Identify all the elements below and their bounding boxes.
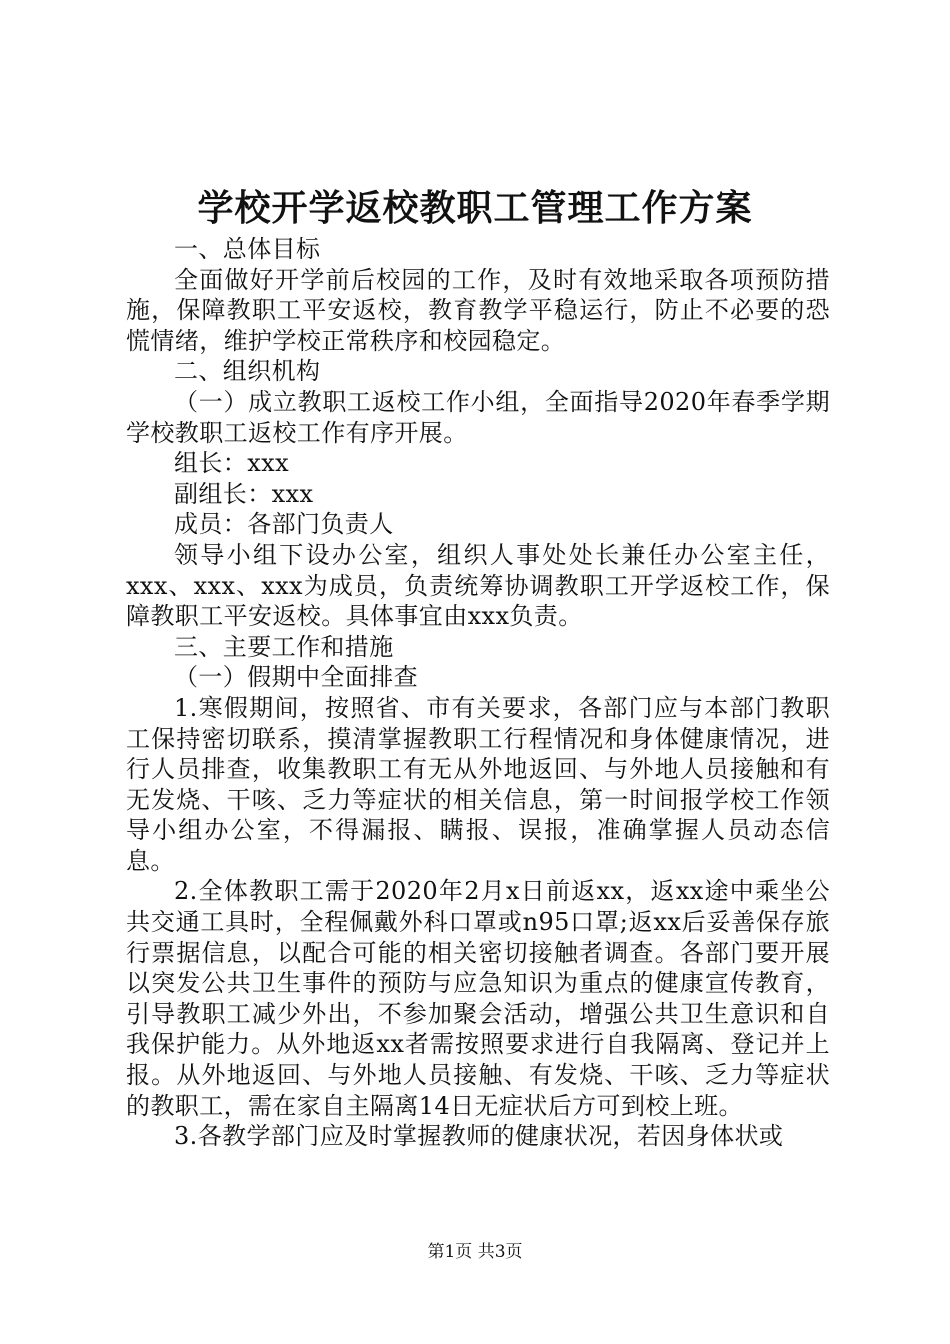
body-paragraph: 1.寒假期间，按照省、市有关要求，各部门应与本部门教职工保持密切联系，摸清掌握教职工行程情况和身体健康情况，进行人员排查，收集教职工有无从外地返回、与外地人员接触和有无发烧、干咳、乏力等症状的相关信息，第一时间报学校工作领导小组办公室，不得漏报、瞒报、误报，准确掌握人员动态信息。: [126, 693, 830, 875]
document-body: [126, 234, 830, 1152]
role-line: 成员：各部门负责人: [174, 510, 394, 539]
body-paragraph: 领导小组下设办公室，组织人事处处长兼任办公室主任，xxx、xxx、xxx为成员，负责统筹协调教职工开学返校工作，保障教职工平安返校。具体事宜由xxx负责。: [126, 540, 830, 631]
section-heading: 三、主要工作和措施: [174, 632, 394, 661]
body-paragraph: 2.全体教职工需于2020年2月x日前返xx，返xx途中乘坐公共交通工具时，全程佩戴外科口罩或n95口罩;返xx后妥善保存旅行票据信息，以配合可能的相关密切接触者调查。各部门要开展以突发公共卫生事件的预防与应急知识为重点的健康宣传教育，引导教职工减少外出，不参加聚会活动，增强公共卫生意识和自我保护能力。从外地返xx者需按照要求进行自我隔离、登记并上报。从外地返回、与外地人员接触、有发烧、干咳、乏力等症状的教职工，需在家自主隔离14日无症状后方可到校上班。: [126, 877, 830, 1120]
body-paragraph: 3.各教学部门应及时掌握教师的健康状况，若因身体状或: [174, 1122, 784, 1151]
subsection-heading: （一）假期中全面排查: [174, 663, 418, 692]
section-heading: 二、组织机构: [174, 357, 321, 386]
document-title: 学校开学返校教职工管理工作方案: [197, 187, 753, 229]
body-paragraph: （一）成立教职工返校工作小组，全面指导2020年春季学期学校教职工返校工作有序开展。: [126, 387, 830, 447]
body-paragraph: 全面做好开学前后校园的工作，及时有效地采取各项预防措施，保障教职工平安返校，教育教学平稳运行，防止不必要的恐慌情绪，维护学校正常秩序和校园稳定。: [126, 265, 830, 355]
page-footer: 第1页 共3页: [427, 1242, 523, 1262]
section-heading: 一、总体目标: [174, 235, 321, 263]
role-line: 副组长：xxx: [174, 479, 314, 508]
role-line: 组长：xxx: [174, 449, 290, 478]
